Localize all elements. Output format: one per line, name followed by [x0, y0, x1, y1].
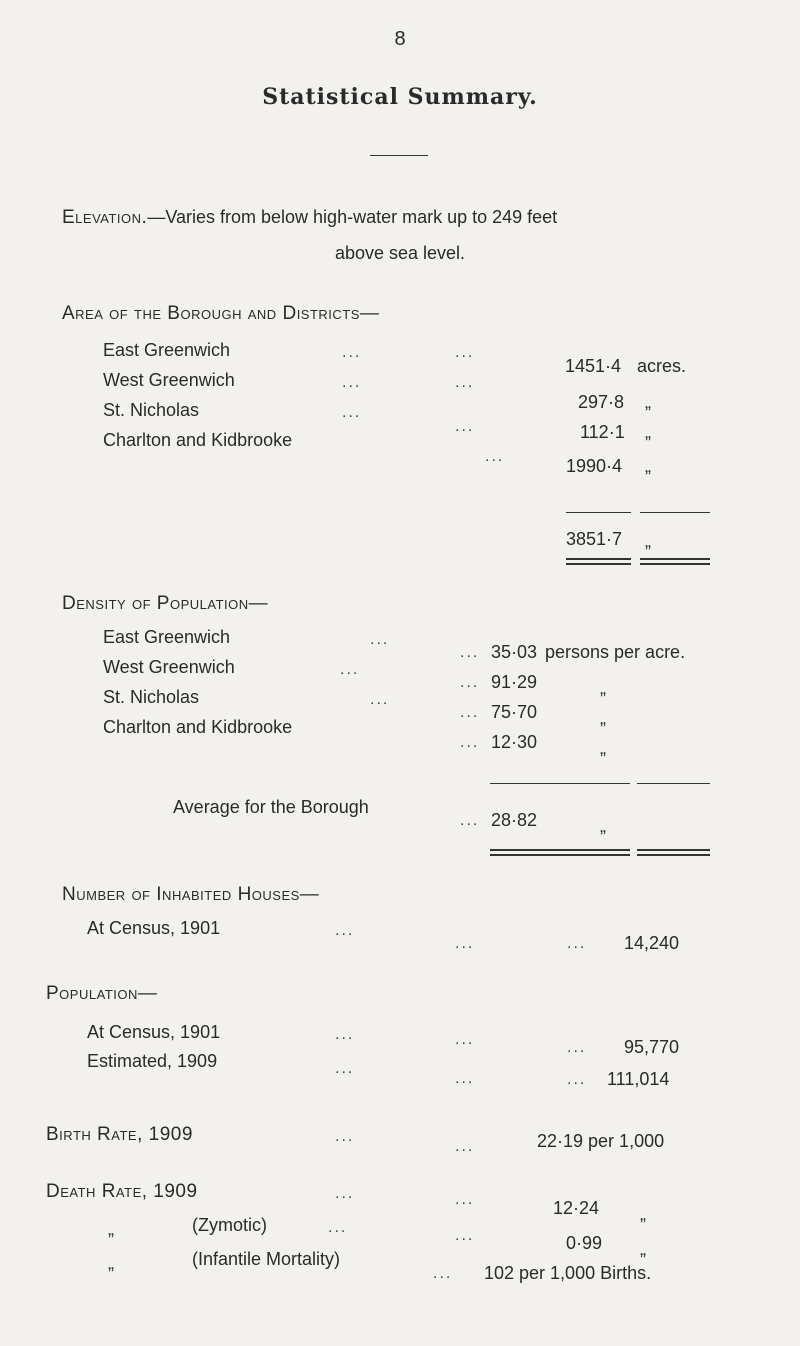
- leader-dots: ...: [455, 374, 475, 391]
- leader-dots: ...: [460, 674, 480, 691]
- elevation-line-1: [62, 207, 557, 229]
- area-total-double-rule: [640, 558, 710, 560]
- density-unit-stnicholas: „: [600, 708, 606, 728]
- area-label-east: East Greenwich: [103, 340, 231, 360]
- density-average-value: 28·82: [491, 810, 538, 830]
- area-heading: Area of the Borough and Districts—: [62, 303, 380, 324]
- area-unit-charlton: „: [645, 456, 651, 476]
- houses-label: At Census, 1901: [87, 918, 221, 938]
- area-unit-stnicholas: „: [645, 422, 651, 442]
- density-label-stnicholas: St. Nicholas: [103, 687, 200, 707]
- population-value-estimated: 111,014: [607, 1069, 670, 1089]
- elevation-heading: Elevation.: [62, 207, 148, 228]
- density-unit-charlton: „: [600, 738, 606, 758]
- elevation-text-2: above sea level.: [334, 243, 466, 263]
- density-sum-rule: [637, 783, 710, 784]
- birth-rate-value: 22·19 per 1,000: [537, 1131, 665, 1151]
- area-value-charlton: 1990·4: [566, 456, 623, 476]
- density-average-unit: „: [600, 816, 606, 836]
- density-label-charlton: Charlton and Kidbrooke: [103, 717, 293, 737]
- ditto-mark: „: [108, 1253, 114, 1273]
- density-label-east: East Greenwich: [103, 627, 231, 647]
- density-double-rule: [490, 854, 630, 856]
- area-total-double-rule: [566, 558, 631, 560]
- population-label-census: At Census, 1901: [87, 1022, 221, 1042]
- density-value-stnicholas: 75·70: [491, 702, 538, 722]
- birth-rate-label: Birth Rate, 1909: [46, 1124, 193, 1145]
- density-unit-east: persons per acre.: [545, 642, 686, 662]
- leader-dots: ...: [340, 661, 360, 678]
- area-total-unit: „: [645, 531, 651, 551]
- leader-dots: ...: [335, 922, 355, 939]
- leader-dots: ...: [455, 1070, 475, 1087]
- death-rate-zymotic-unit: „: [640, 1239, 646, 1259]
- leader-dots: ...: [455, 418, 475, 435]
- leader-dots: ...: [567, 1039, 587, 1056]
- density-double-rule: [637, 849, 710, 851]
- leader-dots: ...: [342, 344, 362, 361]
- area-unit-west: „: [645, 392, 651, 412]
- leader-dots: ...: [328, 1219, 348, 1236]
- area-total-double-rule: [566, 563, 631, 565]
- leader-dots: ...: [460, 734, 480, 751]
- title-rule: [370, 155, 428, 156]
- leader-dots: ...: [342, 374, 362, 391]
- leader-dots: ...: [433, 1265, 453, 1282]
- population-heading: Population—: [46, 983, 158, 1004]
- area-sum-rule: [640, 512, 710, 513]
- population-value-census: 95,770: [624, 1037, 680, 1057]
- area-label-west: West Greenwich: [103, 370, 235, 390]
- leader-dots: ...: [370, 691, 390, 708]
- leader-dots: ...: [455, 1138, 475, 1155]
- density-unit-west: „: [600, 678, 606, 698]
- density-sum-rule: [490, 783, 630, 784]
- leader-dots: ...: [567, 935, 587, 952]
- leader-dots: ...: [460, 644, 480, 661]
- density-label-west: West Greenwich: [103, 657, 235, 677]
- density-double-rule: [490, 849, 630, 851]
- elevation-text-1: —Varies from below high-water mark up to 249 feet: [147, 207, 558, 227]
- page-title: Statistical Summary.: [262, 84, 538, 110]
- area-total-value: 3851·7: [566, 529, 623, 549]
- area-label-stnicholas: St. Nicholas: [103, 400, 200, 420]
- leader-dots: ...: [335, 1026, 355, 1043]
- density-average-label: Average for the Borough: [173, 797, 369, 817]
- leader-dots: ...: [455, 1227, 475, 1244]
- death-rate-label: Death Rate, 1909: [46, 1181, 198, 1202]
- death-rate-unit: „: [640, 1204, 646, 1224]
- area-label-charlton: Charlton and Kidbrooke: [103, 430, 293, 450]
- leader-dots: ...: [335, 1128, 355, 1145]
- population-label-estimated: Estimated, 1909: [87, 1051, 218, 1071]
- leader-dots: ...: [567, 1071, 587, 1088]
- leader-dots: ...: [335, 1185, 355, 1202]
- death-rate-zymotic-value: 0·99: [566, 1233, 603, 1253]
- density-value-charlton: 12·30: [491, 732, 538, 752]
- area-unit-east: acres.: [637, 356, 687, 376]
- leader-dots: ...: [485, 448, 505, 465]
- leader-dots: ...: [460, 704, 480, 721]
- leader-dots: ...: [455, 935, 475, 952]
- houses-heading: Number of Inhabited Houses—: [62, 884, 320, 905]
- area-total-double-rule: [640, 563, 710, 565]
- leader-dots: ...: [335, 1060, 355, 1077]
- area-value-east: 1451·4: [565, 356, 622, 376]
- leader-dots: ...: [342, 404, 362, 421]
- leader-dots: ...: [455, 1031, 475, 1048]
- leader-dots: ...: [460, 812, 480, 829]
- density-value-east: 35·03: [491, 642, 538, 662]
- leader-dots: ...: [455, 1191, 475, 1208]
- density-double-rule: [637, 854, 710, 856]
- death-rate-infantile-value: 102 per 1,000 Births.: [484, 1263, 652, 1283]
- density-value-west: 91·29: [491, 672, 538, 692]
- page-number: 8: [394, 28, 406, 50]
- area-value-stnicholas: 112·1: [580, 422, 625, 442]
- leader-dots: ...: [455, 344, 475, 361]
- area-sum-rule: [566, 512, 631, 513]
- density-heading: Density of Population—: [62, 593, 269, 614]
- houses-value: 14,240: [624, 933, 680, 953]
- area-value-west: 297·8: [578, 392, 625, 412]
- death-rate-value: 12·24: [553, 1198, 600, 1218]
- death-rate-infantile-label: (Infantile Mortality): [192, 1249, 341, 1269]
- leader-dots: ...: [370, 631, 390, 648]
- ditto-mark: „: [108, 1219, 114, 1239]
- death-rate-zymotic-label: (Zymotic): [192, 1215, 267, 1235]
